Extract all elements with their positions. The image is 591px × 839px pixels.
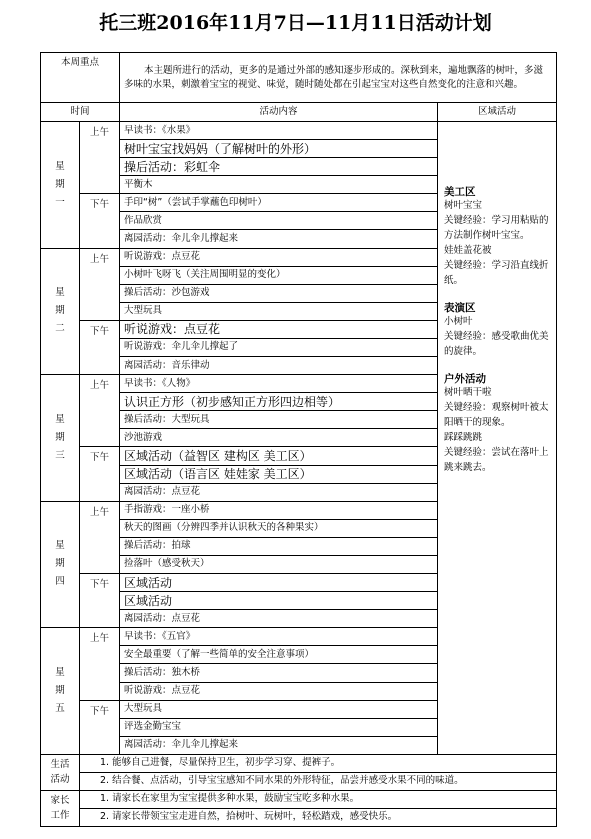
area-line: 树叶晒干啦 (444, 387, 492, 398)
area-line: 小树叶 (444, 316, 473, 327)
life-item: 2. 结合餐、点活动，引导宝宝感知不同水果的外形特征，品尝并感受水果不同的味道。 (80, 772, 557, 790)
area-heading: 户外活动 (444, 373, 487, 385)
activity-item: 大型玩具 (120, 700, 438, 718)
period-am: 上午 (80, 375, 120, 447)
period-am: 上午 (80, 628, 120, 700)
header-time: 时间 (41, 103, 120, 122)
activity-item: 离园活动：点豆花 (120, 483, 438, 501)
activity-item: 手指游戏：一座小桥 (120, 501, 438, 519)
period-pm: 下午 (80, 573, 120, 627)
activity-item: 小树叶飞呀飞（关注周围明显的变化） (120, 266, 438, 284)
activity-item: 作品欣赏 (120, 212, 438, 230)
period-am: 上午 (80, 122, 120, 194)
activity-item: 区域活动 (120, 573, 438, 591)
activity-item: 听说游戏：点豆花 (120, 320, 438, 338)
period-pm: 下午 (80, 447, 120, 501)
area-line: 娃娃盖花被 (444, 245, 492, 256)
life-item: 1. 能够自己进餐，尽量保持卫生，初步学习穿、提裤子。 (80, 754, 557, 772)
life-row (41, 772, 557, 790)
activity-item: 早读书：《五官》 (120, 628, 438, 646)
area-line: 关键经验：感受歌曲优美的旋律。 (444, 331, 549, 357)
parents-row (41, 808, 557, 826)
area-line: 关键经验：学习沿直线折纸。 (444, 260, 549, 286)
activity-item: 听说游戏：点豆花 (120, 248, 438, 266)
activity-item: 离园活动：伞儿伞儿撑起来 (120, 230, 438, 248)
area-line: 关键经验：学习用粘贴的方法制作树叶宝宝。 (444, 215, 549, 241)
area-line: 关键经验：观察树叶被太阳晒干的现象。 (444, 402, 549, 428)
period-am: 上午 (80, 248, 120, 320)
activity-item: 秋天的图画（分辨四季并认识秋天的各种果实） (120, 519, 438, 537)
activity-item: 大型玩具 (120, 302, 438, 320)
day-label: 星期一 (41, 122, 80, 249)
life-label: 生活活动 (41, 754, 80, 790)
period-pm: 下午 (80, 320, 120, 374)
activity-item: 手印“树”（尝试手掌蘸色印树叶） (120, 194, 438, 212)
header-row (41, 103, 557, 122)
area-line: 树叶宝宝 (444, 200, 483, 211)
period-pm: 下午 (80, 700, 120, 754)
activity-item: 操后活动：彩虹伞 (120, 158, 438, 176)
activity-item: 听说游戏：伞儿伞儿撑起了 (120, 338, 438, 356)
day-label: 星期四 (41, 501, 80, 628)
area-heading: 表演区 (444, 302, 476, 314)
activity-item: 认识正方形（初步感知正方形四边相等） (120, 393, 438, 411)
activity-item: 离园活动：音乐律动 (120, 357, 438, 375)
activity-item: 操后活动：拍球 (120, 537, 438, 555)
activity-item: 操后活动：大型玩具 (120, 411, 438, 429)
focus-row (41, 53, 557, 103)
area-activities (438, 122, 557, 755)
activity-item: 离园活动：伞儿伞儿撑起来 (120, 736, 438, 754)
life-row (41, 754, 557, 772)
focus-text: 本主题所进行的活动，更多的是通过外部的感知逐步形成的。深秋到来，遍地飘落的树叶，多滋多味的水果，刺激着宝宝的视觉、味觉，随时随处都在引起宝宝对这些自然变化的注意和兴趣。 (120, 53, 557, 103)
activity-item: 树叶宝宝找妈妈（了解树叶的外形） (120, 140, 438, 158)
activity-item: 沙池游戏 (120, 429, 438, 447)
area-heading: 美工区 (444, 186, 476, 198)
activity-item: 早读书：《水果》 (120, 122, 438, 140)
focus-label: 本周重点 (41, 53, 120, 103)
activity-item: 区域活动（语言区 娃娃家 美工区） (120, 465, 438, 483)
parents-row (41, 790, 557, 808)
activity-item: 评选金勤宝宝 (120, 718, 438, 736)
day-label: 星期三 (41, 375, 80, 502)
activity-item: 听说游戏：点豆花 (120, 682, 438, 700)
activity-item: 安全最重要（了解一些简单的安全注意事项） (120, 646, 438, 664)
parents-item: 1. 请家长在家里为宝宝提供多种水果，鼓励宝宝吃多种水果。 (80, 790, 557, 808)
activity-item: 操后活动：沙包游戏 (120, 284, 438, 302)
period-am: 上午 (80, 501, 120, 573)
parents-item: 2. 请家长带领宝宝走进自然，拾树叶、玩树叶，轻松踏戏，感受快乐。 (80, 808, 557, 826)
activity-item: 离园活动：点豆花 (120, 610, 438, 628)
area-line: 关键经验：尝试在落叶上跳来跳去。 (444, 447, 549, 473)
page-title: 托三班2016年11月7日—11月11日活动计划 (99, 12, 492, 34)
day-label: 星期五 (41, 628, 80, 755)
activity-item: 区域活动（益智区 建构区 美工区） (120, 447, 438, 465)
activity-item: 区域活动 (120, 592, 438, 610)
activity-item: 操后活动：独木桥 (120, 664, 438, 682)
parents-label: 家长工作 (41, 790, 80, 826)
header-area: 区域活动 (438, 103, 557, 122)
area-line: 踩踩跳跳 (444, 432, 483, 443)
activity-item: 早读书：《人物》 (120, 375, 438, 393)
header-content: 活动内容 (120, 103, 438, 122)
activity-item: 平衡木 (120, 176, 438, 194)
activity-plan-table (40, 52, 557, 827)
period-pm: 下午 (80, 194, 120, 248)
activity-row (41, 122, 557, 140)
activity-item: 捡落叶（感受秋天） (120, 555, 438, 573)
day-label: 星期二 (41, 248, 80, 375)
